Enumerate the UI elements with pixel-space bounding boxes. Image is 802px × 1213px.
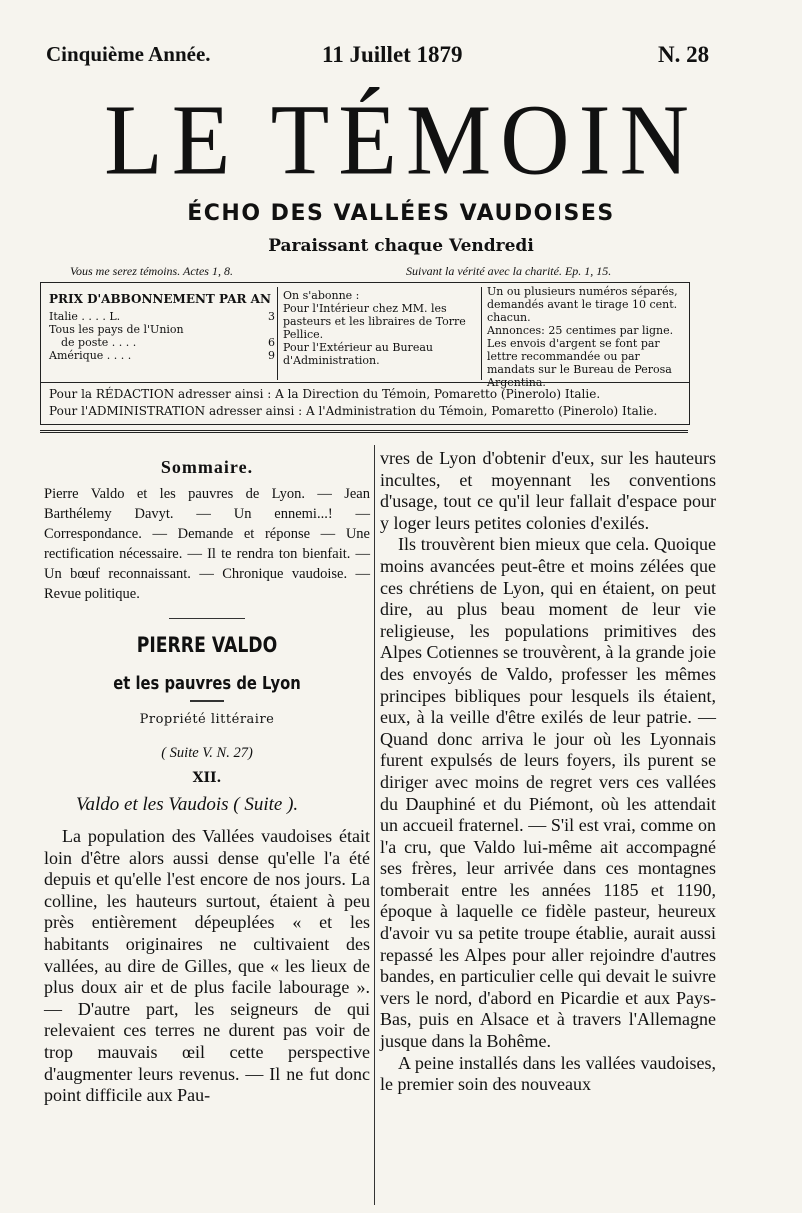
box-divider xyxy=(481,287,482,380)
sommaire-title: Sommaire. xyxy=(160,457,254,477)
section-title: Valdo et les Vaudois ( Suite ). xyxy=(76,794,299,815)
newspaper-title: LE TÉMOIN xyxy=(104,83,698,196)
issue-date: 11 Juillet 1879 xyxy=(322,42,463,67)
price-row: de poste . . . . 6 xyxy=(61,336,275,349)
redaction-address: Pour la RÉDACTION adresser ainsi : A la Direction du Témoin, Pomaretto (Pinerolo) Italie. xyxy=(49,387,601,401)
motto-left: Vous me serez témoins. Actes 1, 8. xyxy=(70,264,233,278)
subscription-prices xyxy=(49,289,275,362)
edition-year: Cinquième Année. xyxy=(46,42,211,66)
article-subtitle: et les pauvres de Lyon xyxy=(113,673,301,694)
article-paragraph: Ils trouvèrent bien mieux que cela. Quoique moins avancées peut-être et moins zélées que ces chrétiens de Lyon, qui en étaient, on peut dire, au plus beau moment de leur vie religieuse, les populations primitives des Alpes Cotiennes se trouvèrent, à la grande joie des envoyés de Valdo, professer les mêmes principes bibliques pour lesquels ils étaient, eux, à la veille d'être exilés de leur patrie. — Quand donc arriva le jour où les Lyonnais furent expulsés de leurs foyers, ils purent se diriger avec moins de regret vers ces vallées du Dauphiné et du Piémont, où les attendait un accueil fraternel. — S'il est vrai, comme on l'a cru, que Valdo lui-même ait accompagné ses frères, leur arrivée dans ces montagnes tomberait entre les années 1185 et 1190, époque à laquelle ce fidèle pasteur, heureux d'avoir vu sa petite troupe établie, aurait aussi repassé les Alpes pour aller rejoindre d'autres bandes, en particulier celle qui devait le suivre vers le nord, d'abord en Picardie et aux Pays-Bas, puis en Alsace et à travers l'Allemagne jusque dans la Bohême. xyxy=(380,534,716,1052)
price-row: Italie . . . . L. 3 xyxy=(49,310,275,323)
chapter-number: XII. xyxy=(192,770,222,786)
motto-right: Suivant la vérité avec la charité. Ep. 1, 15. xyxy=(406,264,612,278)
article-paragraph: vres de Lyon d'obtenir d'eux, sur les hauteurs incultes, et moyennant les conventions d'usage, tout ce qu'il leur fallait d'espace pour y loger leurs petites colonies d'exilés. xyxy=(380,448,716,533)
box-divider xyxy=(41,382,689,383)
section-separator xyxy=(169,618,245,619)
administration-address: Pour l'ADMINISTRATION adresser ainsi : A l'Administration du Témoin, Pomaretto (Pinerolo) Italie. xyxy=(49,404,658,418)
newspaper-subtitle: ÉCHO DES VALLÉES VAUDOISES xyxy=(187,201,615,226)
subscription-box xyxy=(40,282,690,425)
header-rule xyxy=(40,430,688,433)
continued-note: ( Suite V. N. 27) xyxy=(161,745,253,761)
right-column xyxy=(380,448,716,1096)
column-divider xyxy=(374,445,376,1205)
price-heading: PRIX D'ABBONNEMENT PAR AN xyxy=(49,292,271,306)
price-row: Tous les pays de l'Union xyxy=(49,323,184,336)
article-paragraph: La population des Vallées vaudoises était loin d'être alors aussi dense qu'elle l'a été depuis et qu'elle l'est encore de nos jours. La colline, les hauteurs surtout, étaient à peu près entièrement dépeuplées « et les habitants originaires ne cultivaient des vallées, au dire de Gilles, que « les lieux de plus doux air et de plus facile labourage ». — D'autre part, les seigneurs de qui relevaient ces terres ne durent pas voir de trop mauvais œil cette perspective d'augmenter leurs revenus. — Il ne fut donc point difficile aux Pau- xyxy=(44,826,370,1106)
left-column xyxy=(44,445,370,1107)
literary-property-note: Propriété littéraire xyxy=(139,712,275,727)
numbers-info: Un ou plusieurs numéros séparés, demandés avant le tirage 10 cent. chacun. Annonces: 25 centimes par ligne. Les envois d'argent se font par lettre recommandée ou par mandats sur le Bureau de Perosa Argentina. xyxy=(487,285,678,389)
issue-number: N. 28 xyxy=(658,42,710,67)
short-rule xyxy=(190,700,224,702)
subscribe-info: On s'abonne : Pour l'Intérieur chez MM. les pasteurs et les libraires de Torre Pellice. Pour l'Extérieur au Bureau d'Administration. xyxy=(283,289,466,367)
publication-frequency: Paraissant chaque Vendredi xyxy=(268,236,534,256)
price-row: Amérique . . . . 9 xyxy=(49,349,275,362)
box-divider xyxy=(277,287,278,380)
sommaire-text: Pierre Valdo et les pauvres de Lyon. — Jean Barthélemy Davyt. — Un ennemi...! — Correspondance. — Demande et réponse — Une rectification nécessaire. — Il te rendra ton bienfait. — Un bœuf reconnaissant. — Chronique vaudoise. — Revue politique. xyxy=(44,486,370,602)
article-paragraph: A peine installés dans les vallées vaudoises, le premier soin des nouveaux xyxy=(380,1052,716,1095)
article-title: PIERRE VALDO xyxy=(136,633,278,657)
